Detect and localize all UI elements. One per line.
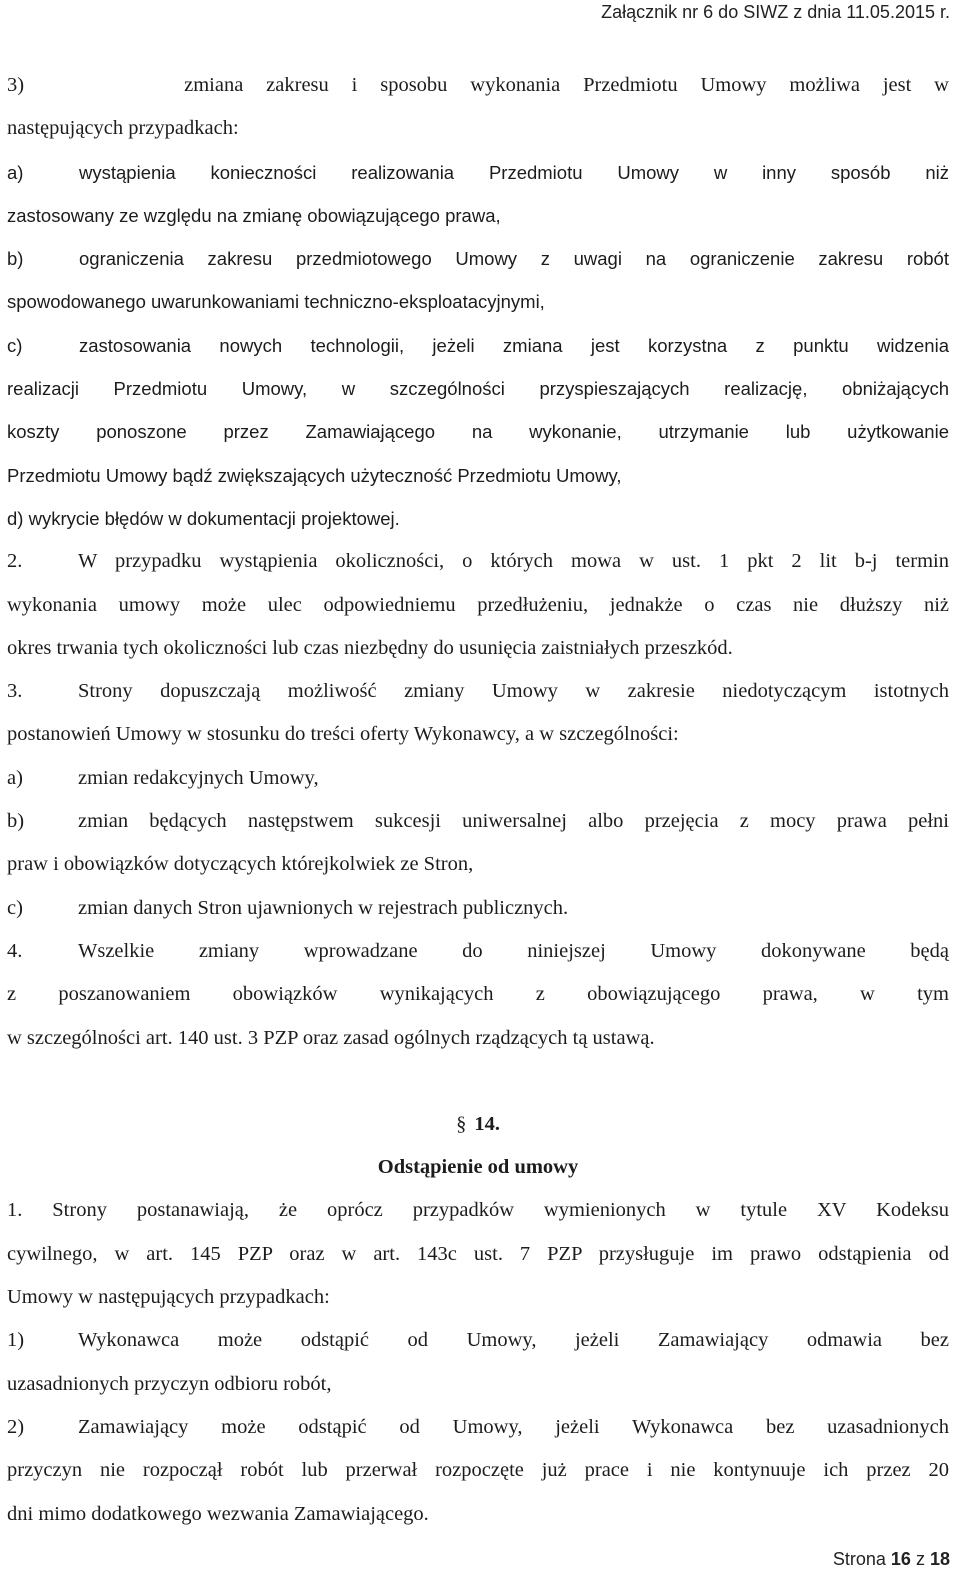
clause-2-label: 2. [7, 550, 23, 573]
item-c-label: c) [7, 334, 23, 356]
clause-3b-item-c-text: zmian danych Stron ujawnionych w rejestrach publicznych. [78, 896, 569, 919]
section-item-1-text: Wykonawca może odstąpić od Umowy, jeżeli Zamawiający odmawia bez [78, 1329, 949, 1352]
spacer [7, 1060, 949, 1103]
clause-4-line-1 [7, 930, 949, 973]
item-c-text: zastosowania nowych technologii, jeżeli zmiana jest korzystna z punktu widzenia [79, 334, 949, 356]
item-b-text: ograniczenia zakresu przedmiotowego Umowy z uwagi na ograniczenie zakresu robót [79, 248, 949, 270]
clause-3b-item-b-line-1 [7, 800, 949, 843]
item-a-label: a) [7, 161, 24, 183]
clause-3b-item-b-line-2: praw i obowiązków dotyczących którejkolwiek ze Stron, [7, 853, 474, 876]
section-item-1-line-2: uzasadnionych przyczyn odbioru robót, [7, 1372, 332, 1395]
clause-3b-item-a [7, 757, 949, 800]
clause-3b-item-a-label: a) [7, 766, 23, 789]
page-header: Załącznik nr 6 do SIWZ z dnia 11.05.2015 r. [601, 2, 950, 22]
section-item-1-label: 1) [7, 1329, 25, 1352]
item-c-line-1 [7, 324, 949, 367]
clause-3b-label: 3. [7, 680, 23, 703]
section-item-2-text: Zamawiający może odstąpić od Umowy, jeżeli Wykonawca bez uzasadnionych [78, 1415, 949, 1438]
clause-3b-text: Strony dopuszczają możliwość zmiany Umowy w zakresie niedotyczącym istotnych [78, 680, 949, 703]
item-a-line-1 [7, 151, 949, 194]
clause-3b-line-1 [7, 670, 949, 713]
section-item-2-line-2: przyczyn nie rozpoczął robót lub przerwał rozpoczęte już prace i nie kontynuuje ich przez 20 [7, 1459, 949, 1482]
item-b-line-1 [7, 237, 949, 280]
clause-3b-item-c-label: c) [7, 896, 23, 919]
clause-4-text: Wszelkie zmiany wprowadzane do niniejszej Umowy dokonywane będą [78, 939, 949, 962]
clause-2-line-3: okres trwania tych okoliczności lub czas niezbędny do usunięcia zaistniałych przeszkód. [7, 636, 733, 659]
item-a-line-2: zastosowany ze względu na zmianę obowiązującego prawa, [7, 204, 501, 226]
section-item-2-label: 2) [7, 1415, 25, 1438]
item-b-label: b) [7, 248, 24, 270]
section-item-1-line-1 [7, 1319, 949, 1362]
section-para-1-line-2: cywilnego, w art. 145 PZP oraz w art. 143c ust. 7 PZP przysługuje im prawo odstąpienia od [7, 1242, 949, 1265]
footer-page-total: 18 [929, 1549, 950, 1569]
clause-4-line-2: z poszanowaniem obowiązków wynikających z obowiązującego prawa, w tym [7, 983, 949, 1006]
item-c-line-2: realizacji Przedmiotu Umowy, w szczególności przyspieszających realizację, obniżających [7, 378, 949, 400]
item-c-line-3: koszty ponoszone przez Zamawiającego na wykonanie, utrzymanie lub użytkowanie [7, 421, 949, 443]
clause-2-text: W przypadku wystąpienia okoliczności, o których mowa w ust. 1 pkt 2 lit b-j termin [78, 550, 949, 573]
footer-page-number: 16 [890, 1549, 911, 1569]
clause-3-line-1: 3) zmiana zakresu i sposobu wykonania Przedmiotu Umowy możliwa jest w [7, 74, 949, 96]
page-footer [833, 1549, 950, 1570]
item-b-line-2: spowodowanego uwarunkowaniami techniczno-eksploatacyjnymi, [7, 291, 545, 313]
clause-3b-item-b-text: zmian będących następstwem sukcesji uniwersalnej albo przejęcia z mocy prawa pełni [78, 810, 949, 833]
section-number: 14. [474, 1112, 500, 1135]
section-heading-number [7, 1103, 949, 1146]
clause-3-line-2: następujących przypadkach: [7, 117, 239, 140]
section-para-1-line-3: Umowy w następujących przypadkach: [7, 1286, 330, 1309]
section-sign: § [456, 1112, 467, 1135]
item-d-line: d) wykrycie błędów w dokumentacji projektowej. [7, 507, 400, 529]
section-para-1-line-1: 1. Strony postanawiają, że oprócz przypadków wymienionych w tytule XV Kodeksu [7, 1199, 949, 1222]
footer-prefix: Strona [832, 1549, 886, 1569]
item-a-text: wystąpienia konieczności realizowania Przedmiotu Umowy w inny sposób niż [79, 161, 949, 183]
item-c-line-4: Przedmiotu Umowy bądź zwiększających użyteczność Przedmiotu Umowy, [7, 464, 622, 486]
section-item-2-line-3: dni mimo dodatkowego wezwania Zamawiającego. [7, 1502, 429, 1525]
section-title: Odstąpienie od umowy [377, 1156, 579, 1179]
section-item-2-line-1 [7, 1406, 949, 1449]
clause-4-label: 4. [7, 939, 23, 962]
clause-3b-item-a-text: zmian redakcyjnych Umowy, [78, 766, 319, 789]
clause-2-line-2: wykonania umowy może ulec odpowiedniemu przedłużeniu, jednakże o czas nie dłuższy niż [7, 593, 949, 616]
document-body [7, 64, 949, 1536]
clause-3b-item-c [7, 887, 949, 930]
clause-3b-line-2: postanowień Umowy w stosunku do treści oferty Wykonawcy, a w szczególności: [7, 723, 679, 746]
footer-of: z [915, 1549, 925, 1569]
clause-2-line-1 [7, 540, 949, 583]
clause-4-line-3: w szczególności art. 140 ust. 3 PZP oraz zasad ogólnych rządzących tą ustawą. [7, 1026, 655, 1049]
clause-3b-item-b-label: b) [7, 810, 25, 833]
